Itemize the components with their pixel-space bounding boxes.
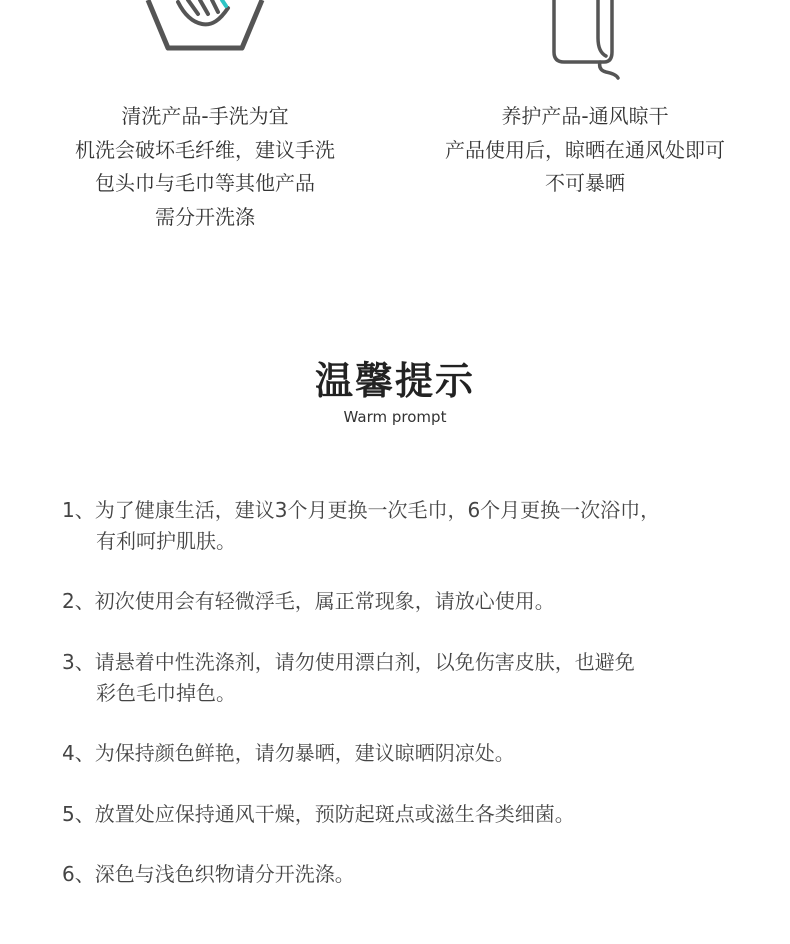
wash-care-heading: 清洗产品-手洗为宜 xyxy=(121,104,289,128)
hand-wash-icon xyxy=(140,0,270,60)
tips-subtitle: Warm prompt xyxy=(343,408,447,426)
tip-line: 3、请悬着中性洗涤剂，请勿使用漂白剂，以免伤害皮肤，也避免 xyxy=(62,650,635,674)
tip-line: 1、为了健康生活，建议3个月更换一次毛巾，6个月更换一次浴巾， xyxy=(62,498,661,522)
dry-care-text xyxy=(420,100,750,201)
tip-item-2 xyxy=(62,586,752,617)
dry-care-line: 不可暴晒 xyxy=(545,171,625,195)
tip-item-5 xyxy=(62,799,752,830)
dry-care-heading: 养护产品-通风晾干 xyxy=(501,104,669,128)
tip-line: 彩色毛巾掉色。 xyxy=(96,681,236,705)
wash-care-line: 机洗会破坏毛纤维，建议手洗 xyxy=(75,137,335,162)
tips-title: 温馨提示 xyxy=(314,359,475,403)
tip-line: 6、深色与浅色织物请分开洗涤。 xyxy=(62,862,355,886)
wash-care-text xyxy=(40,100,370,234)
tip-item-4 xyxy=(62,738,752,769)
hang-dry-icon xyxy=(540,0,630,80)
tip-item-6 xyxy=(62,859,752,890)
wash-care-line: 需分开洗涤 xyxy=(155,204,255,229)
tip-line: 2、初次使用会有轻微浮毛，属正常现象，请放心使用。 xyxy=(62,589,555,613)
tip-item-3 xyxy=(62,647,752,709)
dry-care-line: 产品使用后，晾晒在通风处即可 xyxy=(445,137,725,162)
tip-line: 4、为保持颜色鲜艳，请勿暴晒，建议晾晒阴凉处。 xyxy=(62,741,515,765)
wash-care-line: 包头巾与毛巾等其他产品 xyxy=(95,171,315,195)
tip-line: 5、放置处应保持通风干燥，预防起斑点或滋生各类细菌。 xyxy=(62,802,575,826)
tip-line: 有利呵护肌肤。 xyxy=(96,529,236,553)
tip-item-1 xyxy=(62,495,752,557)
